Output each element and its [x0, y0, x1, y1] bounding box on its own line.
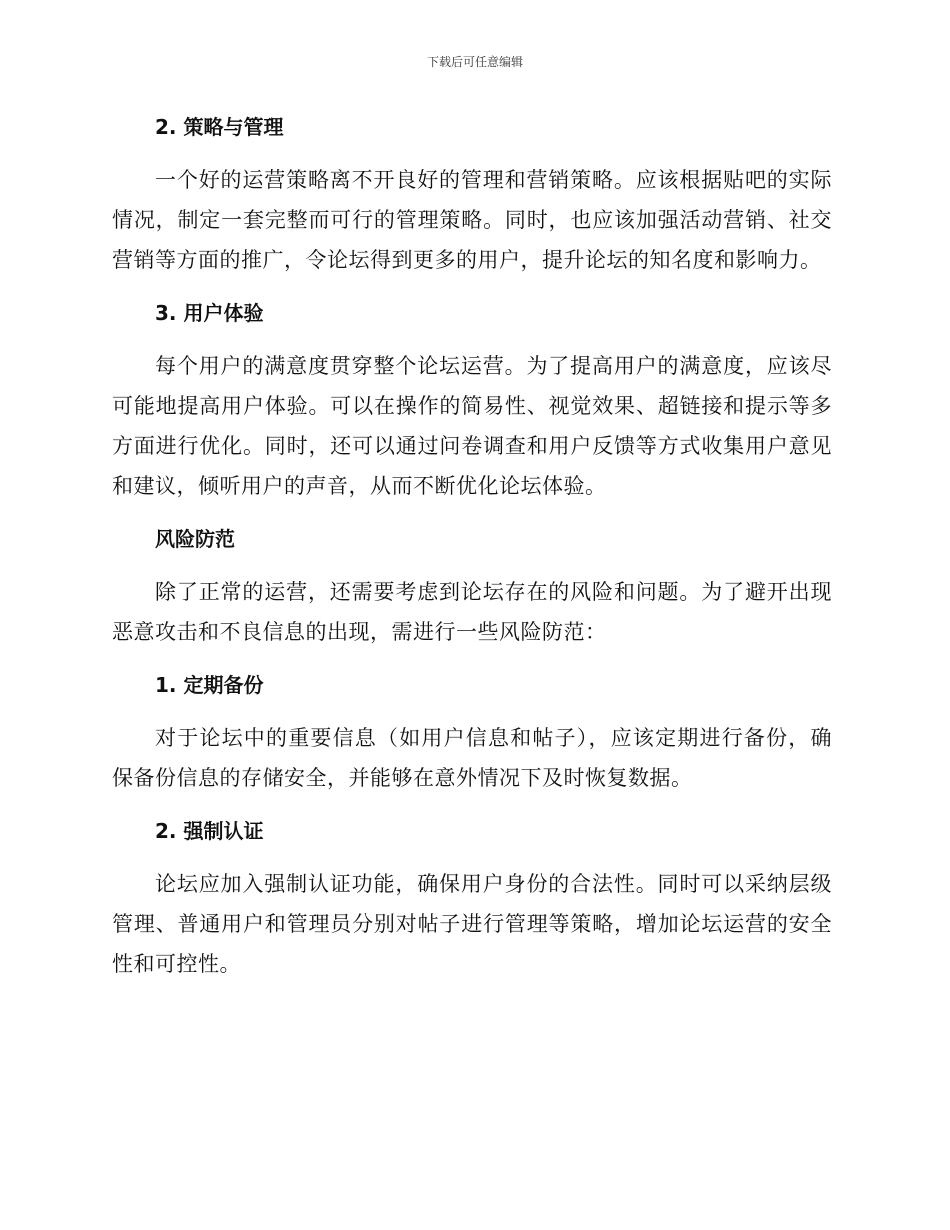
section-heading-user-experience: 3. 用户体验: [155, 301, 264, 325]
section-heading-risk-prevention: 风险防范: [155, 527, 235, 551]
paragraph-risk-prevention: 除了正常的运营，还需要考虑到论坛存在的风险和问题。为了避开出现恶意攻击和不良信息的出现，需进行一些风险防范：: [112, 580, 832, 644]
paragraph-backup: 对于论坛中的重要信息（如用户信息和帖子），应该定期进行备份，确保备份信息的存储安全，并能够在意外情况下及时恢复数据。: [112, 726, 832, 790]
paragraph-strategy: 一个好的运营策略离不开良好的管理和营销策略。应该根据贴吧的实际情况，制定一套完整而可行的管理策略。同时，也应该加强活动营销、社交营销等方面的推广，令论坛得到更多的用户，提升论坛的知名度和影响力。: [112, 168, 832, 272]
section-heading-backup: 1. 定期备份: [155, 673, 264, 697]
paragraph-user-experience: 每个用户的满意度贯穿整个论坛运营。为了提高用户的满意度，应该尽可能地提高用户体验。可以在操作的简易性、视觉效果、超链接和提示等多方面进行优化。同时，还可以通过问卷调查和用户反馈等方式收集用户意见和建议，倾听用户的声音，从而不断优化论坛体验。: [112, 354, 832, 498]
paragraph-authentication: 论坛应加入强制认证功能，确保用户身份的合法性。同时可以采纳层级管理、普通用户和管理员分别对帖子进行管理等策略，增加论坛运营的安全性和可控性。: [112, 872, 832, 976]
header-note: 下载后可任意编辑: [426, 55, 523, 69]
section-heading-authentication: 2. 强制认证: [155, 819, 264, 843]
section-heading-strategy: 2. 策略与管理: [155, 115, 284, 139]
document-body: [112, 110, 832, 1000]
